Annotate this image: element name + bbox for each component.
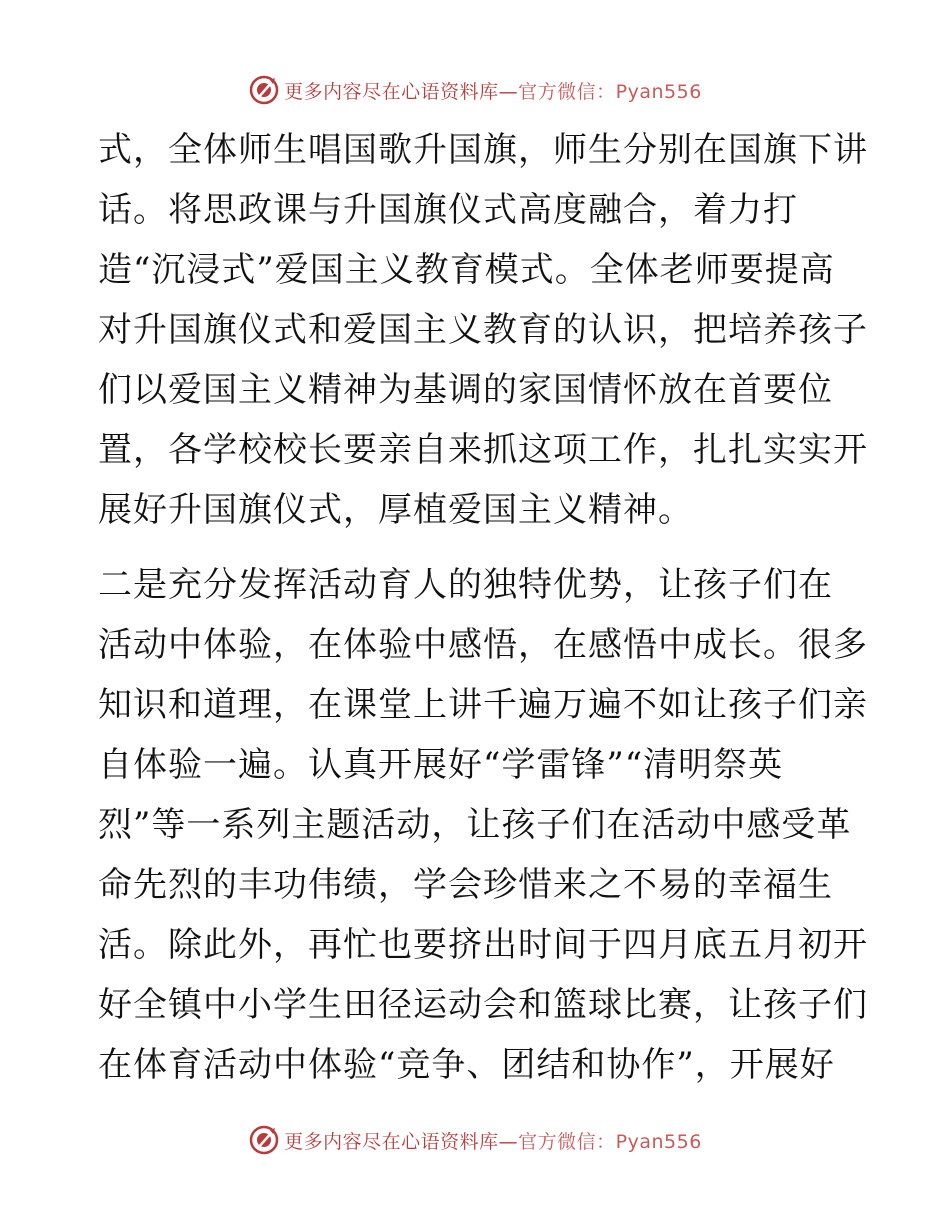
text-line: 展好升国旗仪式，厚植爱国主义精神。 xyxy=(98,490,693,530)
header-banner-wechat: 官方微信：Pyan556 xyxy=(518,80,702,103)
text-line: 们以爱国主义精神为基调的家国情怀放在首要位 xyxy=(98,370,833,410)
text-line: 造“沉浸式”爱国主义教育模式。全体老师要提高 xyxy=(98,250,835,290)
header-banner-separator: — xyxy=(498,80,519,103)
text-line: 在体育活动中体验“竞争、团结和协作”，开展好 xyxy=(98,1045,835,1085)
text-line: 知识和道理，在课堂上讲千遍万遍不如让孩子们亲 xyxy=(98,685,868,725)
text-line: 活动中体验，在体验中感悟，在感悟中成长。很多 xyxy=(98,625,868,665)
paragraph-gap xyxy=(98,540,858,555)
brand-logo-icon xyxy=(248,74,280,106)
footer-banner xyxy=(0,1120,950,1160)
footer-banner-wechat: 官方微信：Pyan556 xyxy=(518,1130,702,1153)
paragraph-2 xyxy=(98,555,868,1095)
text-line: 好全镇中小学生田径运动会和篮球比赛，让孩子们 xyxy=(98,985,868,1025)
text-line: 置，各学校校长要亲自来抓这项工作，扎扎实实开 xyxy=(98,430,868,470)
document-body xyxy=(98,120,868,1095)
text-line: 对升国旗仪式和爱国主义教育的认识，把培养孩子 xyxy=(98,310,868,350)
paragraph-1 xyxy=(98,120,868,540)
footer-banner-separator: — xyxy=(498,1130,519,1153)
text-line: 烈”等一系列主题活动，让孩子们在活动中感受革 xyxy=(98,805,852,845)
text-line: 话。将思政课与升国旗仪式高度融合，着力打 xyxy=(98,190,798,230)
brand-logo-icon xyxy=(248,1124,280,1156)
text-line: 命先烈的丰功伟绩，学会珍惜来之不易的幸福生 xyxy=(98,865,833,905)
text-line: 二是充分发挥活动育人的独特优势，让孩子们在 xyxy=(98,565,833,605)
text-line: 自体验一遍。认真开展好“学雷锋”“清明祭英 xyxy=(98,745,784,785)
header-banner-text xyxy=(284,77,702,104)
header-banner-brand: 更多内容尽在心语资料库 xyxy=(284,80,499,103)
footer-banner-brand: 更多内容尽在心语资料库 xyxy=(284,1130,499,1153)
header-banner xyxy=(0,70,950,110)
footer-banner-text xyxy=(284,1127,702,1154)
text-line: 活。除此外，再忙也要挤出时间于四月底五月初开 xyxy=(98,925,868,965)
text-line: 式，全体师生唱国歌升国旗，师生分别在国旗下讲 xyxy=(98,130,868,170)
